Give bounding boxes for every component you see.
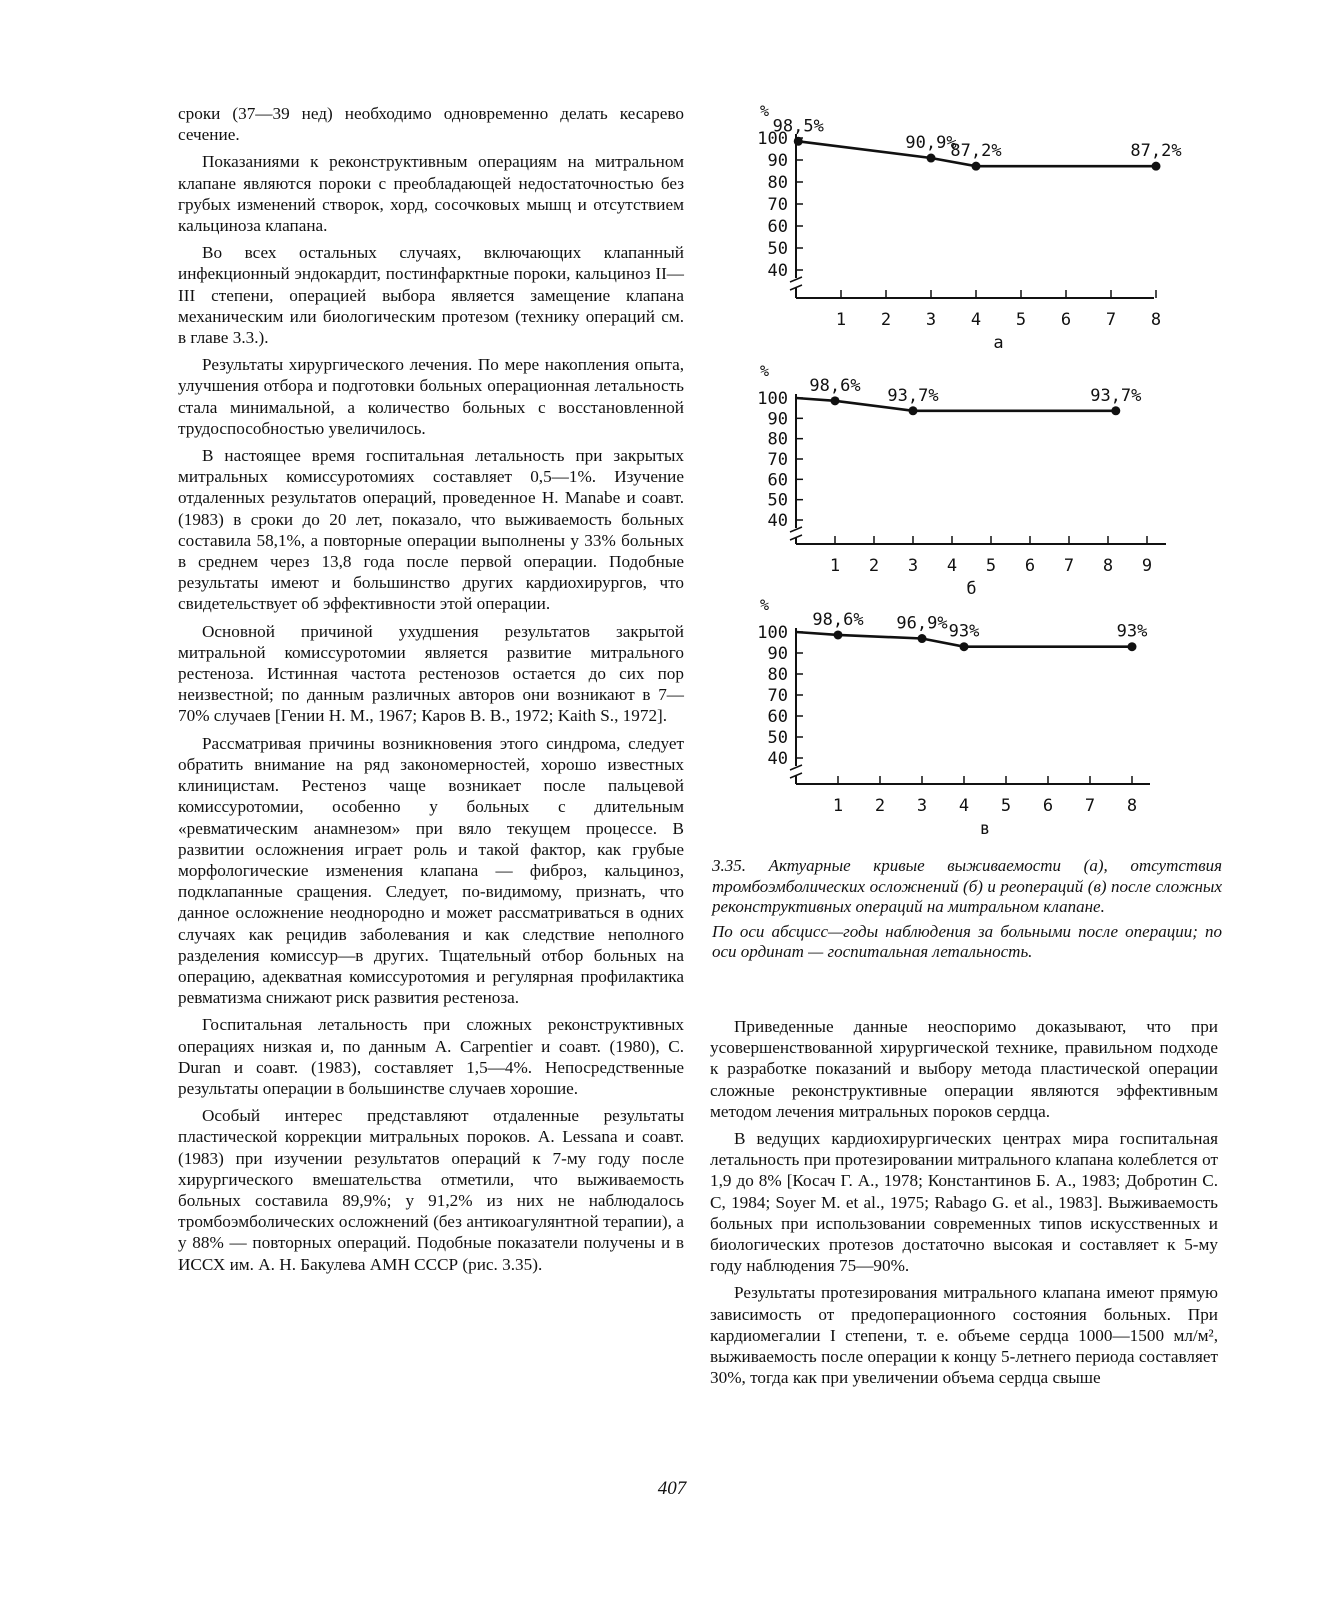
- paragraph: Особый интерес представляют отдаленные результаты пластической коррекции митральных пороков. A. Lessana и соавт. (1983) при изучении результатов операций к 7-му году после хирургического вмешательства отметили, что выживаемость больных составила 89,9%; у 91,2% из них не наблюдалось тромбоэмболических осложнений (без антикоагулянтной терапии), а у 88% — повторных операций. Подобные показатели получены и в ИССХ им. А. Н. Бакулева АМН СССР (рис. 3.35).: [178, 1106, 684, 1274]
- y-tick-label: 60: [767, 217, 788, 237]
- x-tick-label: 6: [1042, 796, 1054, 816]
- x-tick-label: 2: [874, 796, 886, 816]
- left-column: [178, 103, 684, 1281]
- figure-caption: [712, 856, 1222, 967]
- data-label: 93,7%: [1090, 385, 1142, 406]
- paragraph: Основной причиной ухудшения результатов закрытой митральной комиссуротомии является развитие митрального рестеноза. Истинная частота рестенозов остается до сих пор неизвестной; по данным различных авторов они возникают в 7—70% случаев [Гении Н. М., 1967; Каров В. В., 1972; Kaith S., 1972].: [178, 621, 684, 726]
- x-tick-label: 7: [1063, 556, 1075, 576]
- caption-line: По оси абсцисс—годы наблюдения за больными после операции; по оси ординат — госпитальная летальность.: [712, 921, 1222, 961]
- data-label: 87,2%: [950, 141, 1002, 162]
- x-tick-label: 7: [1105, 310, 1117, 330]
- paragraph: Госпитальная летальность при сложных реконструктивных операциях низкая и, по данным A. Carpentier и соавт. (1980), C. Duran и соавт. (1983), составляет 1,5—4%. Непосредственные результаты операции в большинстве случаев хорошие.: [178, 1015, 684, 1098]
- data-label: 93%: [1116, 621, 1148, 642]
- paragraph: Результаты хирургического лечения. По мере накопления опыта, улучшения отбора и подготовки больных операционная летальность стала минимальной, а количество больных с восстановленной трудоспособностью увеличилось.: [178, 355, 684, 438]
- x-tick-label: 4: [970, 310, 982, 330]
- data-point: [1128, 642, 1137, 651]
- data-label: 98,5%: [772, 116, 824, 137]
- x-tick-label: 5: [985, 556, 997, 576]
- y-tick-label: 70: [767, 686, 788, 706]
- y-tick-label: 100: [757, 623, 788, 643]
- axis-break-mark: [790, 527, 802, 540]
- x-tick-label: 7: [1084, 796, 1096, 816]
- x-tick-label: 4: [946, 556, 958, 576]
- panel-label: б: [966, 579, 977, 599]
- x-tick-label: 1: [832, 796, 844, 816]
- x-tick-label: 3: [925, 310, 937, 330]
- y-tick-label: 50: [767, 728, 788, 748]
- y-tick-label: 40: [767, 261, 788, 281]
- right-column: [710, 1016, 1218, 1394]
- series-line: [796, 398, 1116, 411]
- paragraph: В ведущих кардиохирургических центрах мира госпитальная летальность при протезировании митрального клапана колеблется от 1,9 до 8% [Косач Г. А., 1978; Константинов Б. А., 1983; Добротин С. С, 1984; Soyer M. et al., 1975; Rabago G. et al., 1983]. Выживаемость больных при использовании современных типов искусственных и биологических протезов достаточно высокая и составляет к 5-му году наблюдения 75—90%.: [710, 1129, 1218, 1276]
- y-axis-label: %: [760, 102, 770, 120]
- x-tick-label: 2: [868, 556, 880, 576]
- data-label: 96,9%: [896, 613, 948, 634]
- y-tick-label: 80: [767, 665, 788, 685]
- x-tick-label: 1: [829, 556, 841, 576]
- paragraph: Приведенные данные неоспоримо доказывают, что при усовершенствованной хирургической технике, правильном подходе к разработке показаний и выбору метода пластической операции сложные реконструктивные операции являются эффективным методом лечения митральных пороков сердца.: [710, 1017, 1218, 1121]
- data-point: [960, 642, 969, 651]
- paragraph: Результаты протезирования митрального клапана имеют прямую зависимость от предоперационного состояния больных. При кардиомегалии I степени, т. е. объеме сердца 1000—1500 мл/м², выживаемость после операции к концу 5-летнего периода составляет 30%, тогда как при увеличении объема сердца свыше: [710, 1283, 1218, 1388]
- x-tick-label: 6: [1060, 310, 1072, 330]
- data-point: [909, 406, 918, 415]
- data-point: [1152, 162, 1161, 171]
- chart-panel-b: [730, 360, 1170, 605]
- y-tick-label: 70: [767, 450, 788, 470]
- x-tick-label: 8: [1150, 310, 1162, 330]
- x-tick-label: 6: [1024, 556, 1036, 576]
- data-point: [918, 634, 927, 643]
- x-tick-label: 4: [958, 796, 970, 816]
- y-tick-label: 50: [767, 490, 788, 511]
- chart-panel-a: [730, 100, 1182, 360]
- data-point: [794, 137, 803, 146]
- caption-line: 3.35. Актуарные кривые выживаемости (а), отсутствия тромбоэмболических осложнений (б) и реопераций (в) после сложных реконструктивных операций на митральном клапане.: [712, 856, 1222, 916]
- chart-a-svg: [730, 100, 1182, 360]
- y-axis-label: %: [760, 362, 770, 380]
- data-point: [834, 630, 843, 639]
- y-tick-label: 60: [767, 470, 788, 491]
- y-tick-label: 90: [767, 644, 788, 664]
- y-tick-label: 40: [767, 749, 788, 769]
- data-label: 93,7%: [887, 385, 939, 406]
- chart-panel-c: [730, 598, 1170, 853]
- y-tick-label: 70: [767, 195, 788, 215]
- data-label: 90,9%: [905, 133, 957, 154]
- y-tick-label: 40: [767, 511, 788, 531]
- y-axis-label: %: [760, 596, 770, 614]
- y-tick-label: 90: [767, 409, 788, 430]
- x-tick-label: 8: [1126, 796, 1138, 816]
- data-label: 98,6%: [809, 375, 861, 396]
- data-label: 98,6%: [812, 609, 864, 630]
- paragraph: Показаниями к реконструктивным операциям на митральном клапане являются пороки с преобладающей недостаточностью без грубых изменений створок, хорд, сосочковых мышц и отсутствием кальциноза клапана.: [178, 152, 684, 236]
- x-tick-label: 5: [1015, 310, 1027, 330]
- y-tick-label: 100: [757, 129, 788, 149]
- axis-break-mark: [790, 765, 802, 778]
- x-tick-label: 2: [880, 310, 892, 330]
- x-tick-label: 1: [835, 310, 847, 330]
- axis-break-mark: [790, 277, 802, 290]
- data-point: [927, 154, 936, 163]
- data-label: 87,2%: [1130, 141, 1182, 162]
- y-tick-label: 100: [757, 389, 788, 409]
- panel-label: в: [979, 819, 991, 839]
- x-tick-label: 3: [916, 796, 928, 816]
- y-tick-label: 80: [767, 429, 788, 450]
- x-tick-label: 3: [907, 556, 919, 576]
- data-label: 93%: [948, 621, 980, 642]
- paragraph: Во всех остальных случаях, включающих клапанный инфекционный эндокардит, постинфарктные пороки, кальциноз II—III степени, операцией выбора является замещение клапана механическим или биологическим протезом (технику операций см. в главе 3.3.).: [178, 243, 684, 348]
- data-point: [831, 396, 840, 405]
- data-point: [972, 162, 981, 171]
- panel-label: а: [993, 333, 1004, 353]
- chart-c-svg: [730, 598, 1170, 853]
- x-tick-label: 9: [1141, 556, 1153, 576]
- x-tick-label: 5: [1000, 796, 1012, 816]
- chart-b-svg: [730, 360, 1170, 605]
- paragraph: Рассматривая причины возникновения этого синдрома, следует обратить внимание на ряд закономерностей, хорошо известных клиницистам. Рестеноз чаще возникает после пальцевой комиссуротомии, особенно у больных с длительным «ревматическим анамнезом» при вяло текущем процессе. В развитии осложнения играет роль и такой фактор, как грубые морфологические изменения клапана — фиброз, кальциноз, подклапанные сращения. Следует, по-видимому, признать, что данное осложнение неоднородно и может рассматриваться в одних случаях как рецидив заболевания и как следствие неполного разделения комиссур—в других. Тщательный отбор больных на операцию, адекватная комиссуротомия и регулярная профилактика ревматизма снижают риск развития рестеноза.: [178, 733, 684, 1008]
- paragraph: сроки (37—39 нед) необходимо одновременно делать кесарево сечение.: [178, 104, 684, 145]
- x-tick-label: 8: [1102, 556, 1114, 576]
- y-tick-label: 90: [767, 151, 788, 171]
- y-tick-label: 80: [767, 173, 788, 193]
- paragraph: В настоящее время госпитальная летальность при закрытых митральных комиссуротомиях составляет 0,5—1%. Изучение отдаленных результатов операций, проведенное H. Manabe и соавт. (1983) в сроки до 20 лет, показало, что выживаемость больных составила 58,1%, а повторные операции выполнены у 33% больных в среднем через 13,8 года после первой операции. Подобные результаты имеют и большинство других кардиохирургов, что свидетельствует об эффективности этой операции.: [178, 446, 684, 614]
- y-tick-label: 50: [767, 239, 788, 259]
- page-number: 407: [657, 1478, 687, 1499]
- y-tick-label: 60: [767, 707, 788, 727]
- data-point: [1111, 406, 1120, 415]
